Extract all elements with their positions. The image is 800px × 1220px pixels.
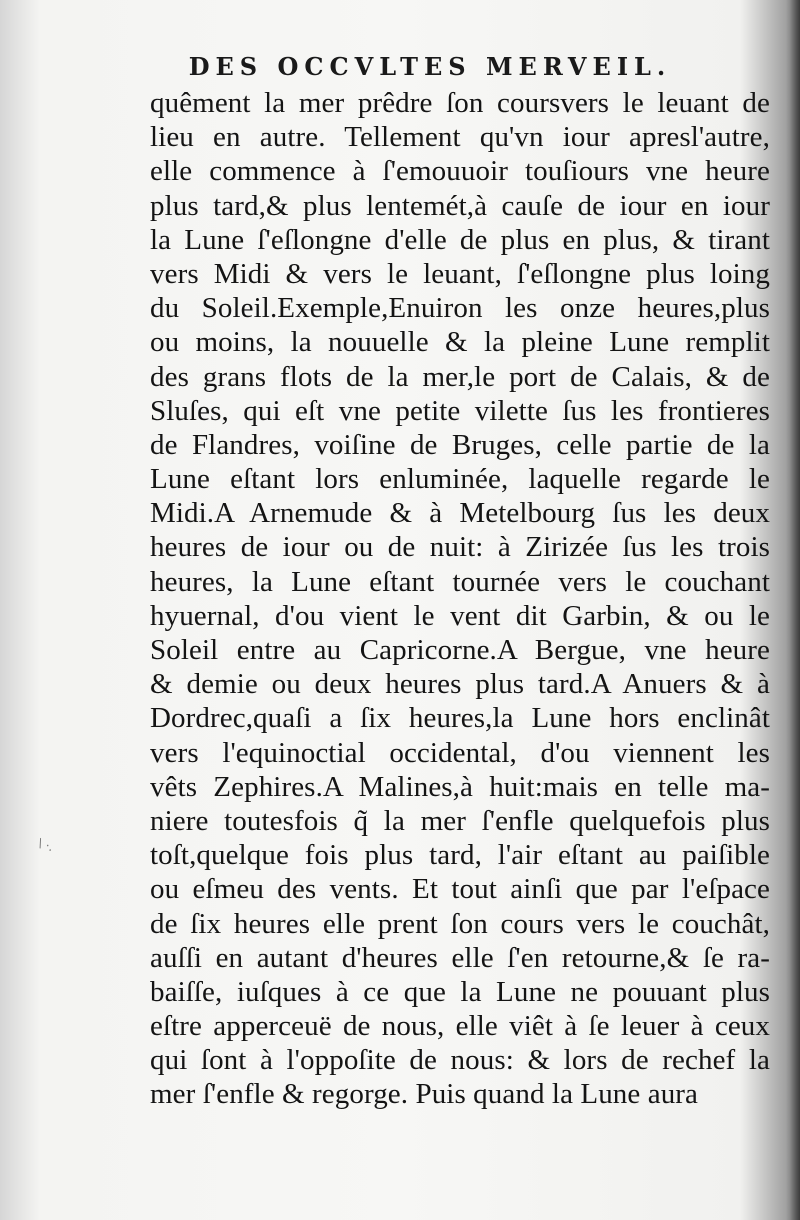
- text-line: de ſix heures elle prent ſon cours vers le couchât,: [150, 907, 770, 940]
- margin-ink-mark: \ ·.: [36, 835, 56, 855]
- body-text: [150, 86, 770, 1112]
- text-line: plus tard,& plus lentemét,à cauſe de iour en iour: [150, 189, 770, 222]
- text-line: la Lune ſ'eſlongne d'elle de plus en plus, & tirant: [150, 223, 770, 256]
- text-line: Midi.A Arnemude & à Metelbourg ſus les deux: [150, 497, 770, 530]
- text-line: hyuernal, d'ou vient le vent dit Garbin, & ou le: [150, 599, 770, 632]
- text-line: vêts Zephires.A Malines,à huit:mais en telle ma-: [150, 770, 770, 803]
- text-line: baiſſe, iuſques à ce que la Lune ne pouuant plus: [150, 975, 770, 1008]
- text-line: ou moins, la nouuelle & la pleine Lune remplit: [150, 326, 770, 359]
- text-line: auſſi en autant d'heures elle ſ'en retourne,& ſe ra-: [150, 941, 770, 974]
- text-line: vers l'equinoctial occidental, d'ou viennent les: [150, 736, 770, 769]
- text-line: niere toutesfois q̃ la mer ſ'enfle quelquefois plus: [150, 804, 770, 837]
- text-line: eſtre apperceuë de nous, elle viêt à ſe leuer à ceux: [150, 1010, 770, 1043]
- text-line: ou eſmeu des vents. Et tout ainſi que par l'eſpace: [150, 873, 770, 906]
- running-head: DES OCCVLTES MERVEIL.: [188, 52, 672, 81]
- text-line: vers Midi & vers le leuant, ſ'eſlongne plus loing: [150, 257, 770, 290]
- text-line: mer ſ'enfle & regorge. Puis quand la Lune aura: [150, 1078, 699, 1111]
- text-line: Soleil entre au Capricorne.A Bergue, vne heure: [150, 634, 770, 666]
- text-line: Dordrec,quaſi a ſix heures,la Lune hors enclinât: [150, 702, 770, 735]
- text-line: heures, la Lune eſtant tournée vers le couchant: [150, 565, 770, 598]
- text-line: qui ſont à l'oppoſite de nous: & lors de rechef la: [150, 1044, 770, 1077]
- text-line: de Flandres, voiſine de Bruges, celle partie de la: [150, 428, 770, 461]
- text-line: quêment la mer prêdre ſon coursvers le leuant de: [150, 87, 770, 119]
- text-line: elle commence à ſ'emouuoir touſiours vne heure: [150, 155, 770, 188]
- text-line: Sluſes, qui eſt vne petite vilette ſus les frontieres: [150, 394, 770, 427]
- page-edge-shadow: [786, 0, 800, 1220]
- text-line: & demie ou deux heures plus tard.A Anuers & à: [150, 668, 770, 701]
- text-line: Lune eſtant lors enluminée, laquelle regarde le: [150, 463, 770, 496]
- text-line: du Soleil.Exemple,Enuiron les onze heures,plus: [150, 292, 770, 325]
- text-line: heures de iour ou de nuit: à Zirizée ſus les trois: [150, 531, 770, 564]
- text-line: toſt,quelque fois plus tard, l'air eſtant au paiſible: [150, 839, 770, 872]
- text-line: des grans flots de la mer,le port de Calais, & de: [150, 360, 770, 393]
- text-line: lieu en autre. Tellement qu'vn iour apresl'autre,: [150, 121, 770, 154]
